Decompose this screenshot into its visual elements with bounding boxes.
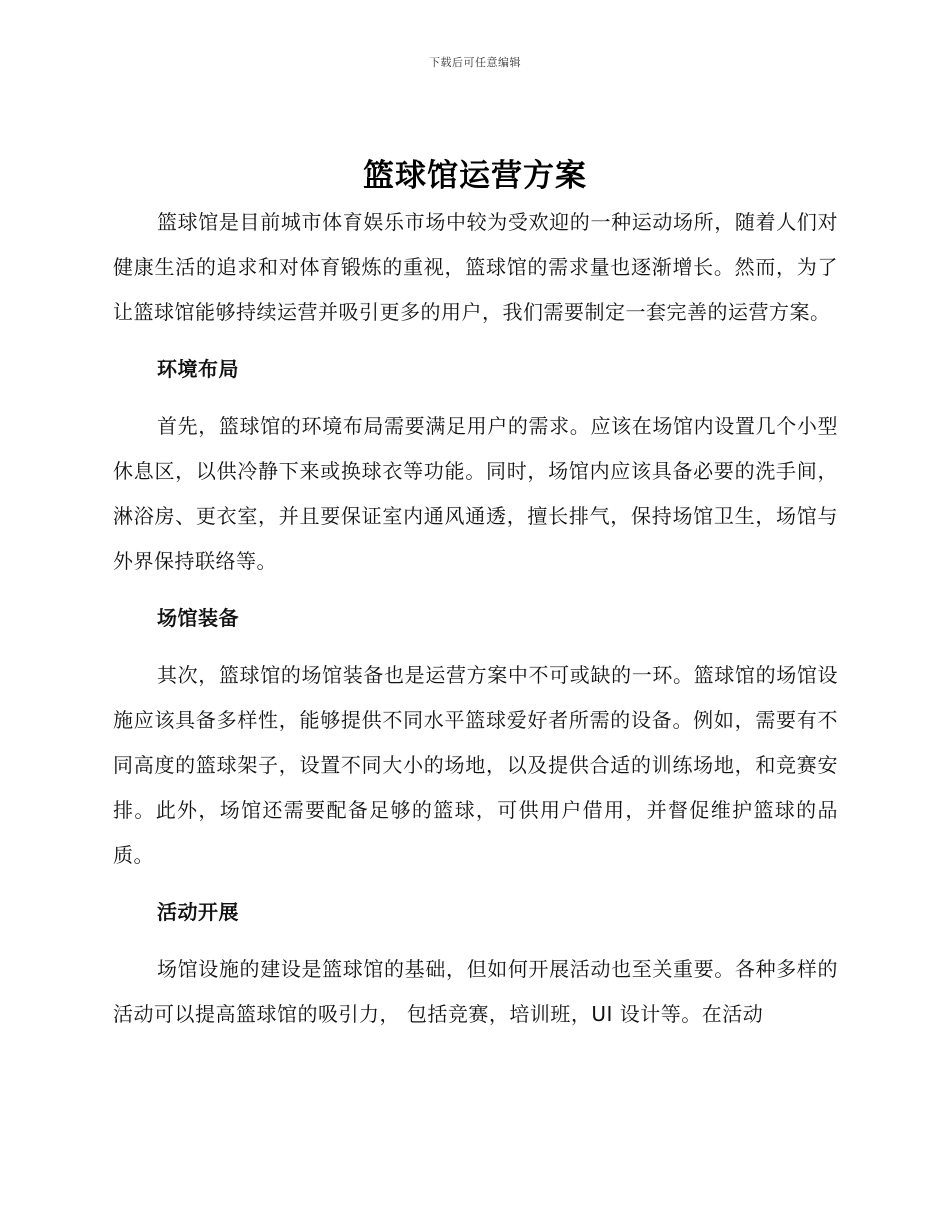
section-body-activities: 场馆设施的建设是篮球馆的基础，但如何开展活动也至关重要。各种多样的活动可以提高篮球馆的吸引力， 包括竞赛，培训班，UI 设计等。在活动 <box>113 957 838 1026</box>
section-heading-activities: 活动开展 <box>157 900 239 924</box>
section-heading-environment: 环境布局 <box>157 357 239 381</box>
header-note: 下载后可任意编辑 <box>429 56 521 69</box>
section-body-equipment: 其次，篮球馆的场馆装备也是运营方案中不可或缺的一环。篮球馆的场馆设施应该具备多样性，能够提供不同水平篮球爱好者所需的设备。例如，需要有不同高度的篮球架子，设置不同大小的场地，以及提供合适的训练场地，和竞赛安排。此外，场馆还需要配备足够的篮球，可供用户借用，并督促维护篮球的品质。 <box>113 663 838 867</box>
document-title: 篮球馆运营方案 <box>363 158 587 194</box>
section-heading-equipment: 场馆装备 <box>157 606 239 630</box>
intro-paragraph: 篮球馆是目前城市体育娱乐市场中较为受欢迎的一种运动场所，随着人们对健康生活的追求和对体育锻炼的重视，篮球馆的需求量也逐渐增长。然而，为了让篮球馆能够持续运营并吸引更多的用户，我们需要制定一套完善的运营方案。 <box>113 210 838 324</box>
document-body <box>113 200 838 1037</box>
section-body-environment: 首先，篮球馆的环境布局需要满足用户的需求。应该在场馆内设置几个小型休息区，以供冷静下来或换球衣等功能。同时，场馆内应该具备必要的洗手间，淋浴房、更衣室，并且要保证室内通风通透，擅长排气，保持场馆卫生，场馆与外界保持联络等。 <box>113 414 838 573</box>
